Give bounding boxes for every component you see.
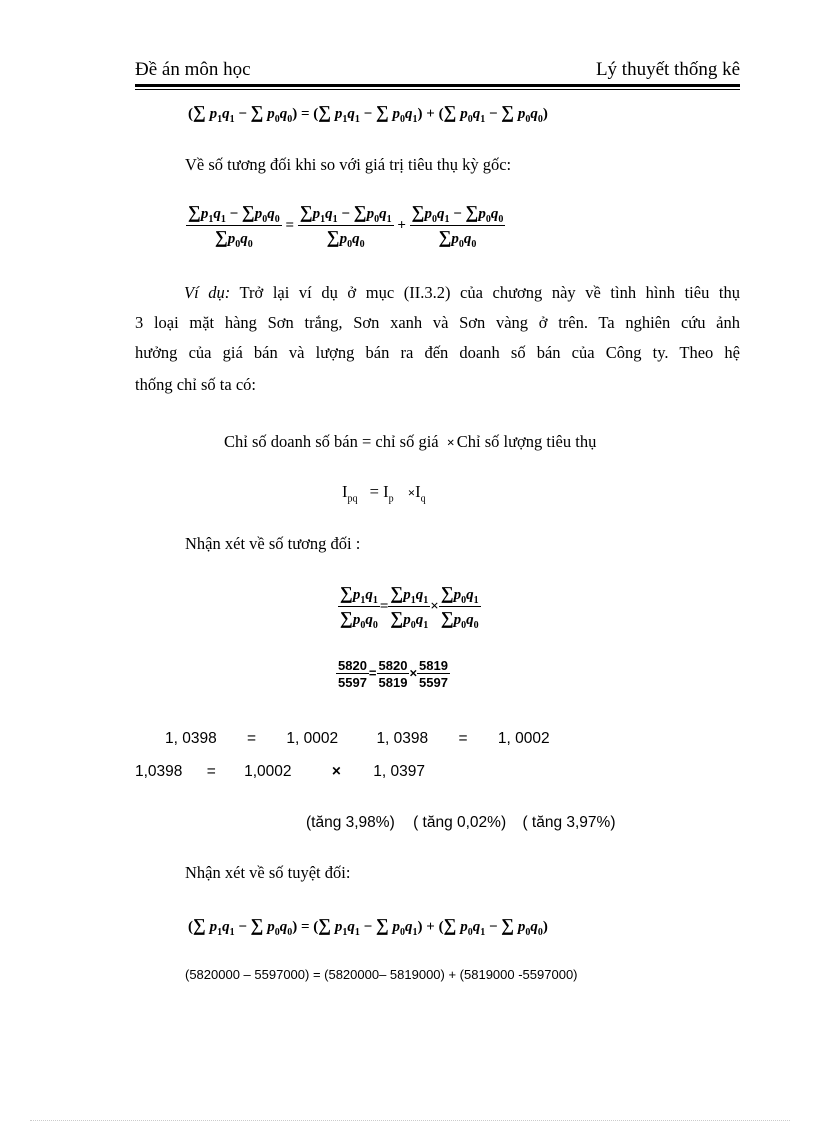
relative-intro: Về số tương đối khi so với giá trị tiêu thụ kỳ gốc:	[185, 155, 512, 174]
absolute-heading: Nhận xét về số tuyệt đối:	[185, 863, 351, 882]
numeric-fraction-formula: $\frac{5820}{5597}$ = $\frac{5820}{5819}$ × $\frac{5819}{5597}$	[338, 658, 448, 690]
example-line-4: thống chỉ số ta có:	[135, 375, 256, 394]
increase-row: (tăng 3,98%) ( tăng 0,02%) ( tăng 3,97%)	[306, 814, 616, 831]
result-row-1: 1, 0398 = 1, 0002 1, 0398 = 1, 0002	[165, 730, 550, 747]
relative-base-formula: $\frac{\sum p_1q_1 - \sum p_0q_0}{\sum p_0q_0}$ = $\frac{\sum p_1q_1 - \sum p_0q_1}{\sum p_0q_0}$ + $\frac{\sum p_0q_1 - \sum p_0q_0}{\sum p_0q_0}$	[188, 202, 504, 250]
index-line: Chỉ số doanh số bán = chỉ số giá × Chỉ số lượng tiêu thụ	[224, 432, 597, 451]
relative-heading: Nhận xét về số tương đối :	[185, 534, 361, 553]
index-system-formula: $\frac{\sum p_1q_1}{\sum p_0q_0}$ = $\frac{\sum p_1q_1}{\sum p_0q_1}$ × $\frac{\sum p_0q_1}{\sum p_0q_0}$	[340, 583, 479, 631]
absolute-numbers: (5820000 – 5597000) = (5820000– 5819000) + (5819000 -5597000)	[185, 967, 578, 982]
example-line-1: Ví dụ: Trở lại ví dụ ở mục (II.3.2) của chương này về tình hình tiêu thụ	[184, 283, 740, 302]
example-line-2: 3 loại mặt hàng Sơn trắng, Sơn xanh và Sơn vàng ở trên. Ta nghiên cứu ảnh	[135, 313, 740, 332]
absolute-formula-bottom: (∑ $p_1q_1$ − ∑ $p_0q_0$) = (∑ $p_1q_1$ − ∑ $p_0q_1$) + (∑ $p_0q_1$ − ∑ $p_0q_0$)	[188, 915, 548, 938]
header-left: Đề án môn học	[135, 59, 251, 80]
example-line-3: hưởng của giá bán và lượng bán ra đến doanh số bán của Công ty. Theo hệ	[135, 343, 740, 362]
result-row-2: 1,0398 = 1,0002 × 1, 0397	[135, 763, 425, 780]
example-label: Ví dụ:	[184, 283, 231, 302]
header-right: Lý thuyết thống kê	[595, 59, 740, 80]
page-bottom-dotted-line	[30, 1120, 790, 1121]
header-rule-thick	[135, 84, 740, 87]
header-rule-thin	[135, 89, 740, 90]
absolute-formula-top: (∑ $p_1q_1$ − ∑ $p_0q_0$) = (∑ $p_1q_1$ − ∑ $p_0q_1$) + (∑ $p_0q_1$ − ∑ $p_0q_0$)	[188, 102, 548, 125]
ipq-formula: $I_{pq} = I_p \times I_q$	[342, 482, 426, 505]
